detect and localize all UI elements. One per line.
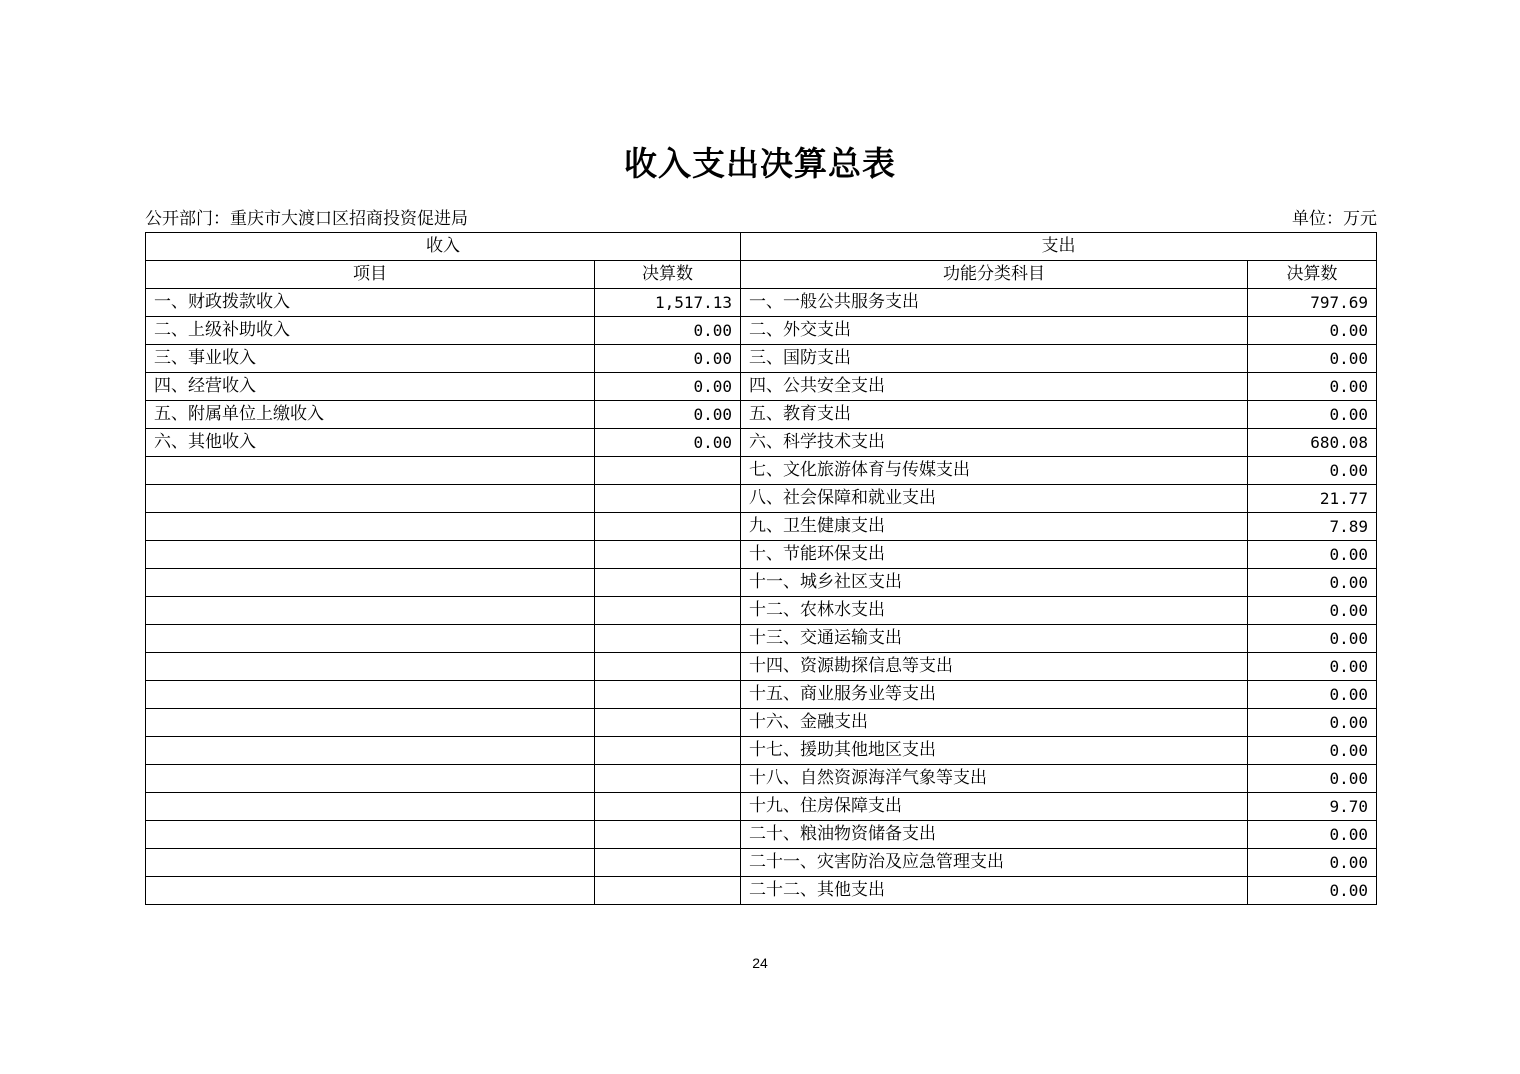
table-row xyxy=(146,849,1377,877)
expense-amount-cell: 0.00 xyxy=(1248,681,1377,709)
expense-amount-cell: 0.00 xyxy=(1248,849,1377,877)
income-amount-cell: 0.00 xyxy=(595,373,741,401)
income-item-cell: 四、经营收入 xyxy=(146,373,595,401)
income-amount-cell xyxy=(595,737,741,765)
expense-item-cell: 十八、自然资源海洋气象等支出 xyxy=(741,765,1248,793)
table-row xyxy=(146,597,1377,625)
expense-amount-cell: 0.00 xyxy=(1248,737,1377,765)
expense-amount-cell: 0.00 xyxy=(1248,821,1377,849)
table-row xyxy=(146,513,1377,541)
table-row xyxy=(146,289,1377,317)
income-item-cell xyxy=(146,793,595,821)
table-row xyxy=(146,681,1377,709)
income-item-column-header: 项目 xyxy=(146,261,595,289)
expense-amount-cell: 0.00 xyxy=(1248,625,1377,653)
page-number: 24 xyxy=(752,955,768,971)
income-item-cell xyxy=(146,457,595,485)
income-item-cell xyxy=(146,737,595,765)
table-row xyxy=(146,485,1377,513)
expense-item-cell: 九、卫生健康支出 xyxy=(741,513,1248,541)
income-item-cell xyxy=(146,821,595,849)
expense-amount-cell: 9.70 xyxy=(1248,793,1377,821)
expense-item-cell: 四、公共安全支出 xyxy=(741,373,1248,401)
income-amount-cell xyxy=(595,653,741,681)
income-amount-cell: 0.00 xyxy=(595,401,741,429)
expense-amount-cell: 0.00 xyxy=(1248,541,1377,569)
table-row xyxy=(146,653,1377,681)
expense-amount-cell: 0.00 xyxy=(1248,317,1377,345)
expense-amount-cell: 0.00 xyxy=(1248,401,1377,429)
expense-amount-column-header: 决算数 xyxy=(1248,261,1377,289)
table-row xyxy=(146,737,1377,765)
unit-label: 单位：万元 xyxy=(1292,209,1377,229)
expense-item-cell: 十三、交通运输支出 xyxy=(741,625,1248,653)
table-row xyxy=(146,765,1377,793)
income-amount-cell xyxy=(595,597,741,625)
income-amount-cell xyxy=(595,681,741,709)
expense-item-cell: 十二、农林水支出 xyxy=(741,597,1248,625)
expense-amount-cell: 0.00 xyxy=(1248,877,1377,905)
income-item-cell xyxy=(146,849,595,877)
income-expense-table xyxy=(145,232,1377,905)
expense-section-header: 支出 xyxy=(741,233,1377,261)
expense-item-cell: 八、社会保障和就业支出 xyxy=(741,485,1248,513)
expense-item-column-header: 功能分类科目 xyxy=(741,261,1248,289)
table-row xyxy=(146,569,1377,597)
income-item-cell: 二、上级补助收入 xyxy=(146,317,595,345)
expense-amount-cell: 7.89 xyxy=(1248,513,1377,541)
income-amount-cell xyxy=(595,765,741,793)
income-section-header: 收入 xyxy=(146,233,741,261)
income-amount-cell xyxy=(595,821,741,849)
income-item-cell: 一、财政拨款收入 xyxy=(146,289,595,317)
income-amount-cell: 0.00 xyxy=(595,345,741,373)
table-body xyxy=(146,289,1377,905)
expense-amount-cell: 0.00 xyxy=(1248,653,1377,681)
expense-item-cell: 十五、商业服务业等支出 xyxy=(741,681,1248,709)
column-header-row xyxy=(146,261,1377,289)
expense-item-cell: 二十、粮油物资储备支出 xyxy=(741,821,1248,849)
income-item-cell xyxy=(146,485,595,513)
income-amount-cell xyxy=(595,541,741,569)
income-item-cell: 三、事业收入 xyxy=(146,345,595,373)
income-amount-cell xyxy=(595,457,741,485)
income-amount-cell xyxy=(595,625,741,653)
expense-amount-cell: 0.00 xyxy=(1248,597,1377,625)
income-amount-cell xyxy=(595,877,741,905)
page-title: 收入支出决算总表 xyxy=(624,144,896,183)
table-row xyxy=(146,429,1377,457)
income-item-cell xyxy=(146,877,595,905)
income-item-cell xyxy=(146,653,595,681)
income-item-cell: 六、其他收入 xyxy=(146,429,595,457)
table-row xyxy=(146,709,1377,737)
income-amount-cell: 0.00 xyxy=(595,429,741,457)
income-amount-cell xyxy=(595,569,741,597)
expense-amount-cell: 0.00 xyxy=(1248,345,1377,373)
income-item-cell xyxy=(146,765,595,793)
table-row xyxy=(146,401,1377,429)
expense-item-cell: 二、外交支出 xyxy=(741,317,1248,345)
expense-item-cell: 二十二、其他支出 xyxy=(741,877,1248,905)
expense-item-cell: 一、一般公共服务支出 xyxy=(741,289,1248,317)
expense-amount-cell: 21.77 xyxy=(1248,485,1377,513)
income-amount-cell: 0.00 xyxy=(595,317,741,345)
table-row xyxy=(146,541,1377,569)
expense-item-cell: 十七、援助其他地区支出 xyxy=(741,737,1248,765)
income-item-cell: 五、附属单位上缴收入 xyxy=(146,401,595,429)
section-header-row xyxy=(146,233,1377,261)
income-item-cell xyxy=(146,681,595,709)
expense-amount-cell: 797.69 xyxy=(1248,289,1377,317)
income-amount-cell xyxy=(595,849,741,877)
table-row xyxy=(146,457,1377,485)
table-row xyxy=(146,793,1377,821)
department-label: 公开部门：重庆市大渡口区招商投资促进局 xyxy=(145,209,468,229)
income-amount-cell: 1,517.13 xyxy=(595,289,741,317)
expense-item-cell: 十、节能环保支出 xyxy=(741,541,1248,569)
expense-item-cell: 十一、城乡社区支出 xyxy=(741,569,1248,597)
expense-amount-cell: 0.00 xyxy=(1248,373,1377,401)
expense-amount-cell: 0.00 xyxy=(1248,765,1377,793)
expense-item-cell: 十九、住房保障支出 xyxy=(741,793,1248,821)
income-item-cell xyxy=(146,709,595,737)
expense-amount-cell: 0.00 xyxy=(1248,709,1377,737)
income-item-cell xyxy=(146,569,595,597)
table-row xyxy=(146,821,1377,849)
income-item-cell xyxy=(146,597,595,625)
income-amount-cell xyxy=(595,793,741,821)
expense-amount-cell: 0.00 xyxy=(1248,457,1377,485)
income-amount-column-header: 决算数 xyxy=(595,261,741,289)
expense-item-cell: 十六、金融支出 xyxy=(741,709,1248,737)
expense-amount-cell: 680.08 xyxy=(1248,429,1377,457)
income-amount-cell xyxy=(595,485,741,513)
income-item-cell xyxy=(146,541,595,569)
expense-item-cell: 十四、资源勘探信息等支出 xyxy=(741,653,1248,681)
table-row xyxy=(146,625,1377,653)
expense-item-cell: 三、国防支出 xyxy=(741,345,1248,373)
expense-item-cell: 二十一、灾害防治及应急管理支出 xyxy=(741,849,1248,877)
income-amount-cell xyxy=(595,709,741,737)
income-item-cell xyxy=(146,625,595,653)
expense-amount-cell: 0.00 xyxy=(1248,569,1377,597)
expense-item-cell: 五、教育支出 xyxy=(741,401,1248,429)
meta-row xyxy=(145,207,1377,231)
table-row xyxy=(146,317,1377,345)
table-row xyxy=(146,345,1377,373)
expense-item-cell: 七、文化旅游体育与传媒支出 xyxy=(741,457,1248,485)
table-row xyxy=(146,877,1377,905)
expense-item-cell: 六、科学技术支出 xyxy=(741,429,1248,457)
table-row xyxy=(146,373,1377,401)
income-item-cell xyxy=(146,513,595,541)
income-amount-cell xyxy=(595,513,741,541)
